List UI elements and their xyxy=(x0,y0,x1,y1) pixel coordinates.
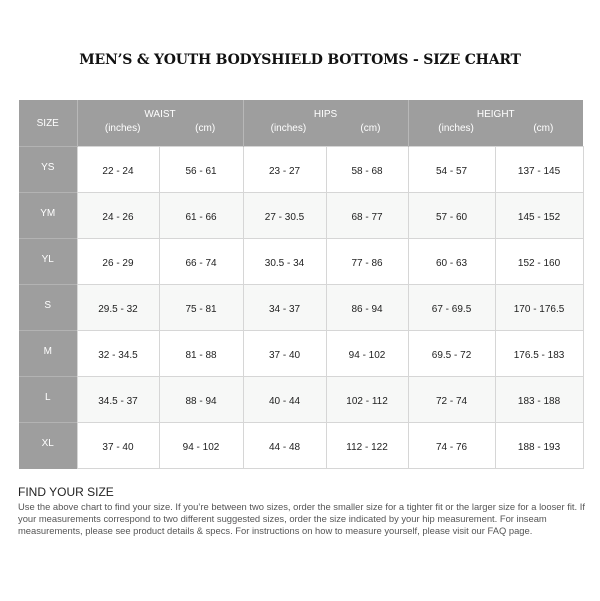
measurement-cell xyxy=(408,147,495,193)
measurement-cell xyxy=(159,239,243,285)
measurement-cell xyxy=(408,331,495,377)
hips-header xyxy=(243,100,408,147)
measurement-cell xyxy=(326,193,408,239)
size-label: YS xyxy=(41,162,55,173)
size-column-header: SIZE xyxy=(19,100,77,147)
measurement-value: 188 - 193 xyxy=(517,442,561,453)
measurement-cell xyxy=(77,239,159,285)
measurement-cell xyxy=(326,377,408,423)
measurement-cell xyxy=(408,239,495,285)
table-body xyxy=(19,147,583,469)
waist-header xyxy=(77,100,243,147)
page-title: MEN’S & YOUTH BODYSHIELD BOTTOMS - SIZE CHART xyxy=(79,52,521,68)
measurement-value: 22 - 24 xyxy=(102,166,134,177)
measurement-cell xyxy=(159,147,243,193)
measurement-cell xyxy=(159,285,243,331)
measurement-value: 102 - 112 xyxy=(346,396,388,407)
measurement-cell xyxy=(326,331,408,377)
size-label-cell xyxy=(19,423,77,469)
hips-label: HIPS xyxy=(313,108,338,120)
measurement-cell xyxy=(159,377,243,423)
measurement-value: 60 - 63 xyxy=(435,258,468,269)
measurement-cell xyxy=(495,377,583,423)
measurement-cell xyxy=(326,285,408,331)
find-your-size-text: Use the above chart to find your size. If you’re between two sizes, order the smaller size for a tighter fit or the larger size for a looser fit. If your measurements correspond to two different suggested sizes, order the size indicated by your hip measurement. For inseam measurements, please see product details & specs. For instructions on how to measure yourself, please visit our FAQ page. xyxy=(18,501,585,536)
size-label-cell xyxy=(19,285,77,331)
measurement-value: 69.5 - 72 xyxy=(431,350,472,361)
measurement-value: 34 - 37 xyxy=(268,304,301,315)
measurement-value: 44 - 48 xyxy=(268,442,301,453)
measurement-value: 137 - 145 xyxy=(517,166,561,177)
table-row xyxy=(19,331,583,377)
height-cm-label: (cm) xyxy=(533,122,554,134)
size-label: YM xyxy=(40,208,56,219)
measurement-value: 86 - 94 xyxy=(351,304,383,315)
waist-label: WAIST xyxy=(144,108,176,120)
measurement-value: 61 - 66 xyxy=(185,212,217,223)
measurement-value: 88 - 94 xyxy=(185,396,217,407)
measurement-cell xyxy=(243,377,326,423)
measurement-value: 66 - 74 xyxy=(185,258,217,269)
measurement-value: 58 - 68 xyxy=(351,166,383,177)
measurement-value: 74 - 76 xyxy=(435,442,468,453)
measurement-value: 67 - 69.5 xyxy=(431,304,472,315)
measurement-value: 77 - 86 xyxy=(351,258,383,269)
measurement-value: 81 - 88 xyxy=(185,350,217,361)
measurement-value: 72 - 74 xyxy=(435,396,468,407)
measurement-cell xyxy=(77,147,159,193)
measurement-value: 57 - 60 xyxy=(435,212,468,223)
size-label: L xyxy=(44,392,51,403)
table-row xyxy=(19,193,583,239)
measurement-value: 34.5 - 37 xyxy=(98,396,138,407)
measurement-cell xyxy=(326,423,408,469)
measurement-value: 24 - 26 xyxy=(102,212,134,223)
height-header xyxy=(408,100,583,147)
waist-cm-label: (cm) xyxy=(195,122,216,134)
measurement-value: 54 - 57 xyxy=(435,166,468,177)
measurement-cell xyxy=(495,331,583,377)
size-label: XL xyxy=(41,438,54,450)
measurement-cell xyxy=(408,377,495,423)
measurement-cell xyxy=(77,193,159,239)
hips-cm-label: (cm) xyxy=(360,122,381,134)
measurement-cell xyxy=(243,193,326,239)
find-your-size-heading: FIND YOUR SIZE xyxy=(18,485,114,499)
measurement-value: 94 - 102 xyxy=(348,350,386,361)
measurement-cell xyxy=(159,193,243,239)
measurement-cell xyxy=(77,423,159,469)
measurement-value: 183 - 188 xyxy=(517,396,561,407)
measurement-value: 26 - 29 xyxy=(102,258,134,269)
measurement-value: 152 - 160 xyxy=(517,258,561,269)
size-label-cell xyxy=(19,147,77,193)
measurement-value: 112 - 122 xyxy=(346,442,388,453)
measurement-cell xyxy=(495,147,583,193)
measurement-cell xyxy=(495,193,583,239)
measurement-value: 30.5 - 34 xyxy=(264,258,305,269)
measurement-cell xyxy=(243,423,326,469)
measurement-value: 170 - 176.5 xyxy=(513,304,565,315)
measurement-value: 176.5 - 183 xyxy=(513,350,565,361)
measurement-cell xyxy=(243,147,326,193)
size-chart-table xyxy=(19,100,584,469)
measurement-value: 94 - 102 xyxy=(182,442,220,453)
measurement-value: 37 - 40 xyxy=(102,442,134,453)
measurement-cell xyxy=(159,331,243,377)
table-row xyxy=(19,423,583,469)
waist-inches-label: (inches) xyxy=(104,122,141,134)
table-row xyxy=(19,377,583,423)
hips-inches-label: (inches) xyxy=(270,122,307,134)
measurement-cell xyxy=(243,239,326,285)
size-label-cell xyxy=(19,239,77,285)
table-row xyxy=(19,239,583,285)
size-label-cell xyxy=(19,377,77,423)
measurement-value: 29.5 - 32 xyxy=(98,304,138,315)
measurement-cell xyxy=(77,377,159,423)
measurement-cell xyxy=(408,285,495,331)
measurement-value: 40 - 44 xyxy=(268,396,301,407)
measurement-cell xyxy=(408,423,495,469)
measurement-cell xyxy=(326,147,408,193)
size-label: S xyxy=(44,300,52,311)
measurement-value: 75 - 81 xyxy=(185,304,217,315)
size-label-cell xyxy=(19,331,77,377)
measurement-value: 23 - 27 xyxy=(268,166,301,177)
height-inches-label: (inches) xyxy=(438,122,474,134)
measurement-cell xyxy=(326,239,408,285)
measurement-cell xyxy=(159,423,243,469)
measurement-value: 37 - 40 xyxy=(268,350,301,361)
measurement-value: 27 - 30.5 xyxy=(264,212,305,223)
measurement-cell xyxy=(77,331,159,377)
measurement-cell xyxy=(77,285,159,331)
measurement-value: 32 - 34.5 xyxy=(98,350,138,361)
measurement-value: 56 - 61 xyxy=(185,166,217,177)
measurement-cell xyxy=(243,331,326,377)
table-row xyxy=(19,285,583,331)
size-label: M xyxy=(43,346,52,357)
measurement-value: 145 - 152 xyxy=(517,212,561,223)
measurement-cell xyxy=(408,193,495,239)
size-label: YL xyxy=(41,254,54,265)
measurement-cell xyxy=(495,423,583,469)
height-label: HEIGHT xyxy=(476,108,515,120)
measurement-value: 68 - 77 xyxy=(351,212,383,223)
table-row xyxy=(19,147,583,193)
measurement-cell xyxy=(495,239,583,285)
size-label-cell xyxy=(19,193,77,239)
measurement-cell xyxy=(243,285,326,331)
measurement-cell xyxy=(495,285,583,331)
table-header-row xyxy=(19,100,583,147)
